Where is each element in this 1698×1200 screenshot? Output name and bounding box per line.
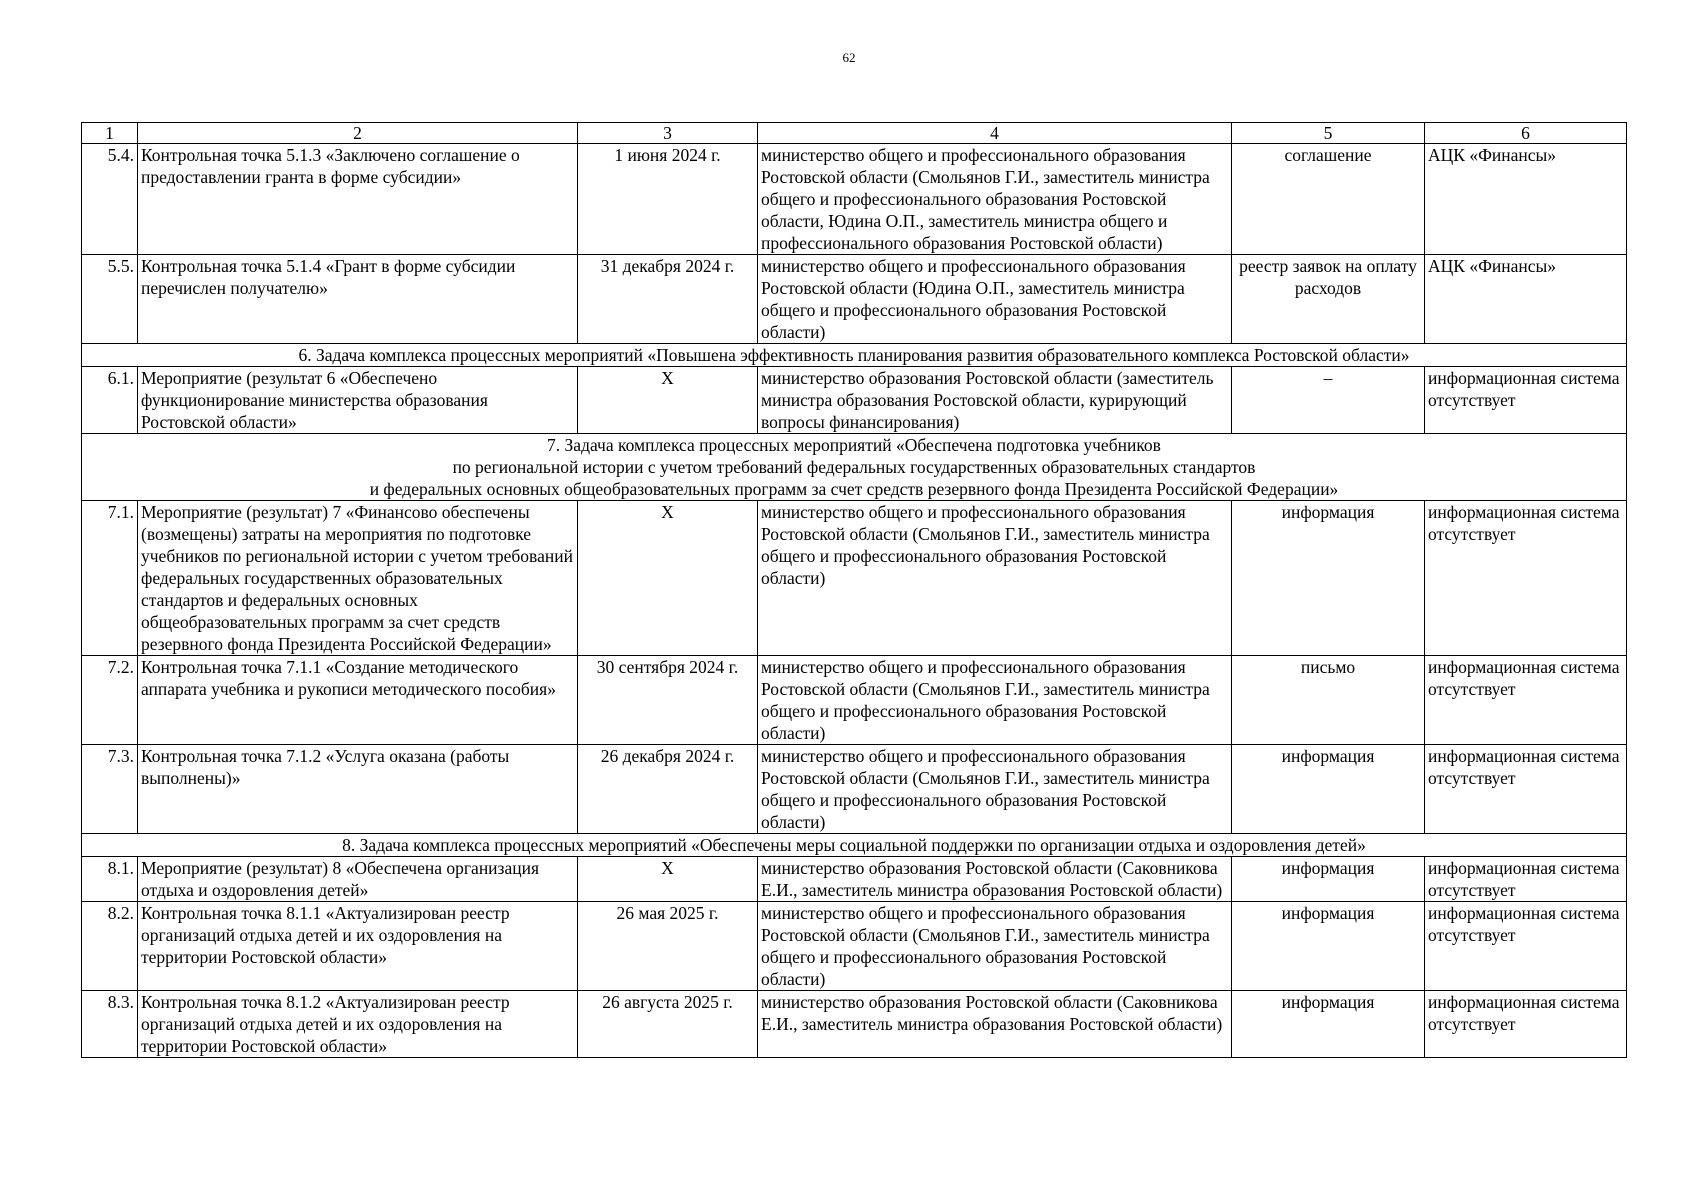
table-body — [82, 144, 1627, 1058]
row-number-cell: 7.2. — [82, 656, 138, 745]
row-number-cell: 8.1. — [82, 857, 138, 902]
column-header: 5 — [1232, 123, 1425, 144]
responsible-cell: министерство образования Ростовской области (Саковникова Е.И., заместитель министра образования Ростовской области) — [758, 857, 1232, 902]
information-system-cell: информационная система отсутствует — [1425, 367, 1627, 434]
row-number-cell: 8.2. — [82, 902, 138, 991]
table-row — [82, 501, 1627, 656]
section-title: 6. Задача комплекса процессных мероприятий «Повышена эффективность планирования развития образовательного комплекса Ростовской области» — [82, 344, 1627, 367]
deadline-cell: 26 августа 2025 г. — [578, 991, 758, 1058]
column-header: 4 — [758, 123, 1232, 144]
section-title: 8. Задача комплекса процессных мероприятий «Обеспечены меры социальной поддержки по организации отдыха и оздоровления детей» — [82, 834, 1627, 857]
event-name-cell: Мероприятие (результат) 7 «Финансово обеспечены (возмещены) затраты на мероприятия по подготовке учебников по региональной истории с учетом требований федеральных государственных образовательных стандартов и федеральных основных общеобразовательных программ за счет средств резервного фонда Президента Российской Федерации» — [138, 501, 578, 656]
deadline-cell: Х — [578, 367, 758, 434]
deadline-cell: 26 мая 2025 г. — [578, 902, 758, 991]
table-row — [82, 745, 1627, 834]
plan-table — [81, 122, 1627, 1058]
responsible-cell: министерство общего и профессионального образования Ростовской области (Юдина О.П., заместитель министра общего и профессионального образования Ростовской области) — [758, 255, 1232, 344]
information-system-cell: информационная система отсутствует — [1425, 656, 1627, 745]
responsible-cell: министерство общего и профессионального образования Ростовской области (Смольянов Г.И., заместитель министра общего и профессионального образования Ростовской области) — [758, 501, 1232, 656]
event-name-cell: Контрольная точка 7.1.2 «Услуга оказана (работы выполнены)» — [138, 745, 578, 834]
information-system-cell: АЦК «Финансы» — [1425, 255, 1627, 344]
table-row — [82, 367, 1627, 434]
deadline-cell: Х — [578, 857, 758, 902]
event-name-cell: Контрольная точка 5.1.3 «Заключено соглашение о предоставлении гранта в форме субсидии» — [138, 144, 578, 255]
column-header: 6 — [1425, 123, 1627, 144]
document-type-cell: информация — [1232, 745, 1425, 834]
responsible-cell: министерство общего и профессионального образования Ростовской области (Смольянов Г.И., заместитель министра общего и профессионального образования Ростовской области) — [758, 902, 1232, 991]
responsible-cell: министерство образования Ростовской области (Саковникова Е.И., заместитель министра образования Ростовской области) — [758, 991, 1232, 1058]
information-system-cell: информационная система отсутствует — [1425, 991, 1627, 1058]
document-type-cell: информация — [1232, 501, 1425, 656]
document-type-cell: письмо — [1232, 656, 1425, 745]
table-row — [82, 902, 1627, 991]
column-header: 3 — [578, 123, 758, 144]
deadline-cell: Х — [578, 501, 758, 656]
event-name-cell: Контрольная точка 8.1.2 «Актуализирован реестр организаций отдыха детей и их оздоровления на территории Ростовской области» — [138, 991, 578, 1058]
deadline-cell: 31 декабря 2024 г. — [578, 255, 758, 344]
row-number-cell: 7.1. — [82, 501, 138, 656]
document-type-cell: информация — [1232, 902, 1425, 991]
section-title: 7. Задача комплекса процессных мероприятий «Обеспечена подготовка учебников по региональной истории с учетом требований федеральных государственных образовательных стандартов и федеральных основных общеобразовательных программ за счет средств резервного фонда Президента Российской Федерации» — [82, 434, 1627, 501]
document-type-cell: информация — [1232, 857, 1425, 902]
event-name-cell: Мероприятие (результат 6 «Обеспечено функционирование министерства образования Ростовской области» — [138, 367, 578, 434]
table-row — [82, 255, 1627, 344]
column-header: 2 — [138, 123, 578, 144]
event-name-cell: Контрольная точка 8.1.1 «Актуализирован реестр организаций отдыха детей и их оздоровления на территории Ростовской области» — [138, 902, 578, 991]
table-row — [82, 991, 1627, 1058]
section-row — [82, 834, 1627, 857]
page-number: 62 — [842, 50, 856, 65]
document-type-cell: информация — [1232, 991, 1425, 1058]
row-number-cell: 7.3. — [82, 745, 138, 834]
information-system-cell: информационная система отсутствует — [1425, 857, 1627, 902]
event-name-cell: Контрольная точка 7.1.1 «Создание методического аппарата учебника и рукописи методического пособия» — [138, 656, 578, 745]
responsible-cell: министерство общего и профессионального образования Ростовской области (Смольянов Г.И., заместитель министра общего и профессионального образования Ростовской области, Юдина О.П., заместитель министра общего и профессионального образования Ростовской области) — [758, 144, 1232, 255]
responsible-cell: министерство образования Ростовской области (заместитель министра образования Ростовской области, курирующий вопросы финансирования) — [758, 367, 1232, 434]
deadline-cell: 1 июня 2024 г. — [578, 144, 758, 255]
event-name-cell: Мероприятие (результат) 8 «Обеспечена организация отдыха и оздоровления детей» — [138, 857, 578, 902]
table-row — [82, 656, 1627, 745]
event-name-cell: Контрольная точка 5.1.4 «Грант в форме субсидии перечислен получателю» — [138, 255, 578, 344]
document-type-cell: реестр заявок на оплату расходов — [1232, 255, 1425, 344]
information-system-cell: АЦК «Финансы» — [1425, 144, 1627, 255]
row-number-cell: 5.5. — [82, 255, 138, 344]
section-row — [82, 434, 1627, 501]
information-system-cell: информационная система отсутствует — [1425, 902, 1627, 991]
deadline-cell: 30 сентября 2024 г. — [578, 656, 758, 745]
column-header: 1 — [82, 123, 138, 144]
table-row — [82, 857, 1627, 902]
row-number-cell: 5.4. — [82, 144, 138, 255]
responsible-cell: министерство общего и профессионального образования Ростовской области (Смольянов Г.И., заместитель министра общего и профессионального образования Ростовской области) — [758, 745, 1232, 834]
row-number-cell: 6.1. — [82, 367, 138, 434]
header-row — [82, 123, 1627, 144]
table-row — [82, 144, 1627, 255]
row-number-cell: 8.3. — [82, 991, 138, 1058]
information-system-cell: информационная система отсутствует — [1425, 501, 1627, 656]
document-type-cell: соглашение — [1232, 144, 1425, 255]
section-row — [82, 344, 1627, 367]
information-system-cell: информационная система отсутствует — [1425, 745, 1627, 834]
deadline-cell: 26 декабря 2024 г. — [578, 745, 758, 834]
responsible-cell: министерство общего и профессионального образования Ростовской области (Смольянов Г.И., заместитель министра общего и профессионального образования Ростовской области) — [758, 656, 1232, 745]
document-type-cell: – — [1232, 367, 1425, 434]
